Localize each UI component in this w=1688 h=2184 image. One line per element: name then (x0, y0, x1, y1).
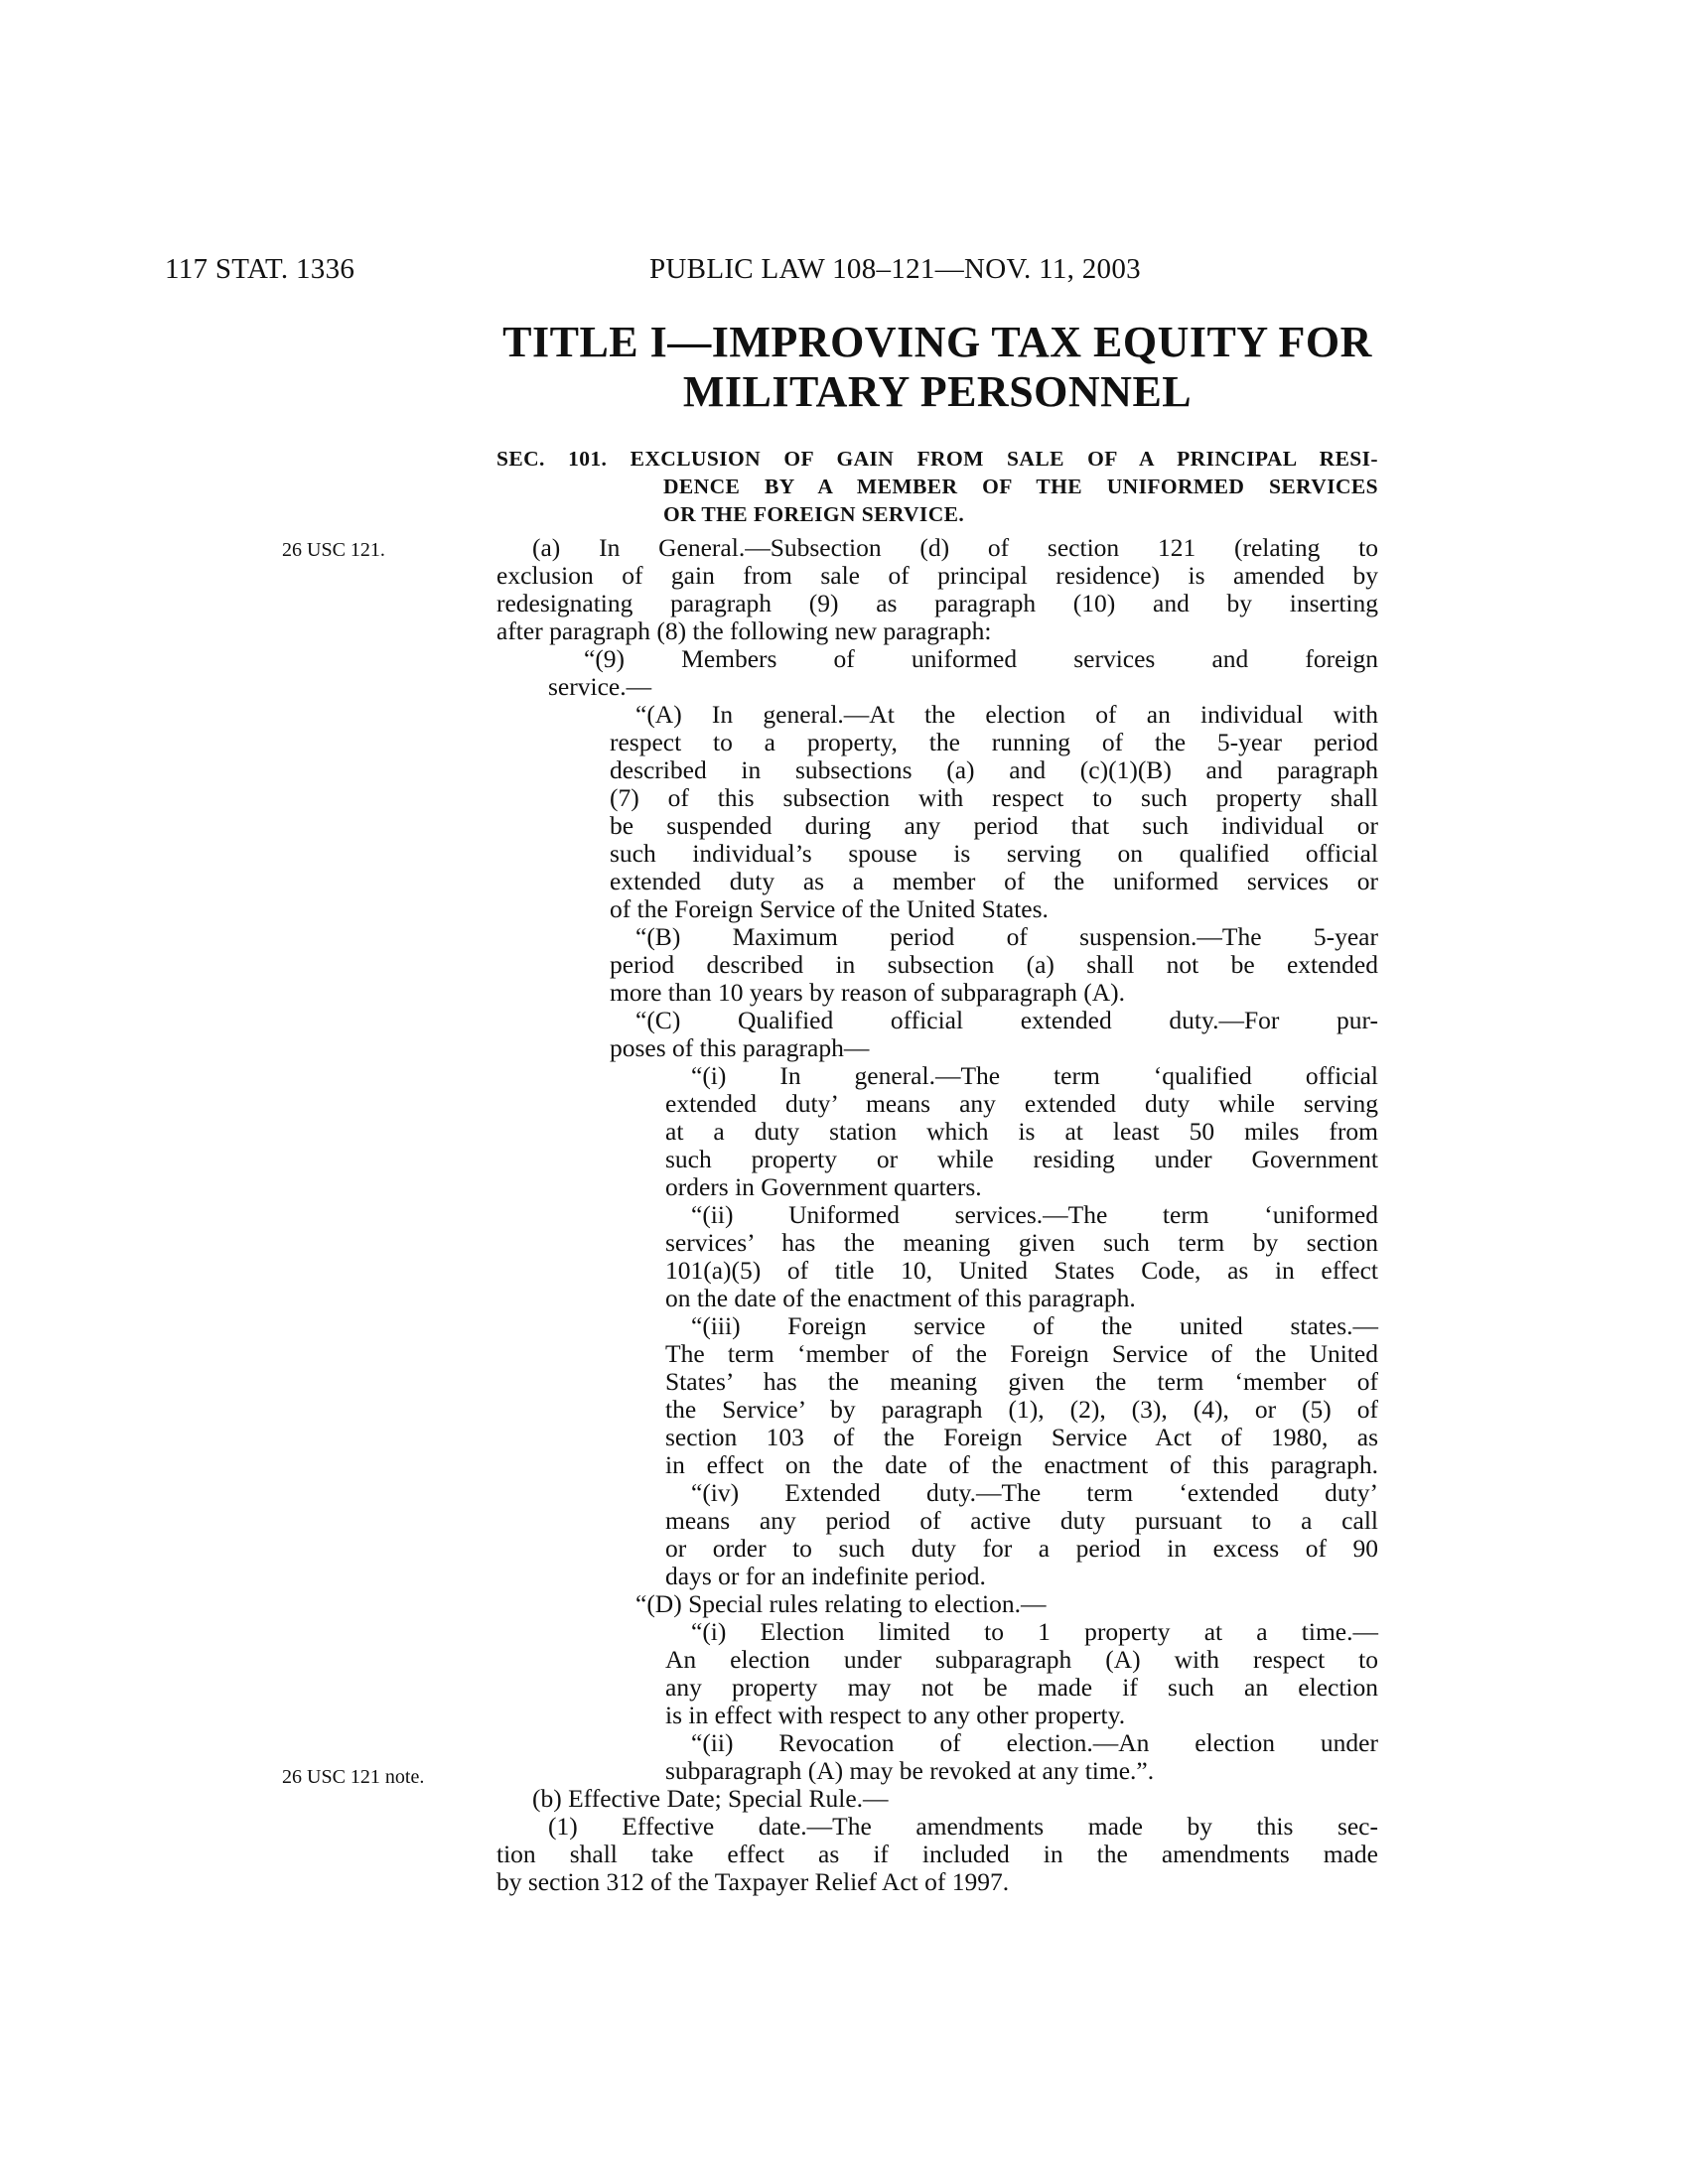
text-line: such individual’s spouse is serving on qualified official (610, 839, 1378, 868)
text-line: An election under subparagraph (A) with respect to (665, 1645, 1378, 1674)
title-line-1: TITLE I—IMPROVING TAX EQUITY FOR (502, 318, 1372, 366)
text-line: is in effect with respect to any other property. (665, 1701, 1126, 1729)
text-line: extended duty as a member of the uniformed services or (610, 867, 1378, 895)
running-header: PUBLIC LAW 108–121—NOV. 11, 2003 (649, 253, 1141, 285)
text-line: (b) Effective Date; Special Rule.— (532, 1784, 889, 1813)
title-heading (496, 318, 1378, 417)
text-line: (7) of this subsection with respect to such property shall (610, 783, 1378, 812)
text-line: 101(a)(5) of title 10, United States Code, as in effect (665, 1256, 1378, 1285)
text-line: “(C) Qualified official extended duty.—For pur- (635, 1006, 1378, 1034)
text-line: section 103 of the Foreign Service Act of 1980, as (665, 1423, 1378, 1451)
text-line: States’ has the meaning given the term ‘member of (665, 1367, 1378, 1396)
text-line: (a) In General.—Subsection (d) of section 121 (relating to (532, 533, 1378, 562)
text-line: “(iv) Extended duty.—The term ‘extended duty’ (691, 1478, 1378, 1507)
text-line: “(ii) Uniformed services.—The term ‘uniformed (691, 1200, 1378, 1229)
text-line: on the date of the enactment of this paragraph. (665, 1284, 1136, 1312)
text-line: “(B) Maximum period of suspension.—The 5-year (635, 922, 1378, 951)
text-line: exclusion of gain from sale of principal residence) is amended by (496, 561, 1378, 590)
title-line-2: MILITARY PERSONNEL (682, 367, 1193, 416)
text-line: tion shall take effect as if included in the amendments made (496, 1840, 1378, 1868)
text-line: “(9) Members of uniformed services and foreign (584, 644, 1378, 673)
text-line: after paragraph (8) the following new paragraph: (496, 616, 992, 645)
text-line: any property may not be made if such an election (665, 1673, 1378, 1702)
text-line: “(i) Election limited to 1 property at a time.— (691, 1617, 1378, 1646)
text-line: period described in subsection (a) shall not be extended (610, 950, 1378, 979)
text-line: by section 312 of the Taxpayer Relief Act of 1997. (496, 1867, 1010, 1896)
text-line: redesignating paragraph (9) as paragraph (10) and by inserting (496, 589, 1378, 617)
section-heading-line-2: DENCE BY A MEMBER OF THE UNIFORMED SERVICES (663, 475, 1378, 498)
page-reference: 117 STAT. 1336 (165, 253, 355, 285)
margin-note-usc-121: 26 USC 121. (282, 539, 385, 561)
text-line: The term ‘member of the Foreign Service of the United (665, 1339, 1378, 1368)
text-line: extended duty’ means any extended duty while serving (665, 1089, 1378, 1118)
text-line: or order to such duty for a period in excess of 90 (665, 1534, 1378, 1563)
text-line: (1) Effective date.—The amendments made by this sec- (548, 1812, 1378, 1841)
text-line: “(iii) Foreign service of the united states.— (691, 1311, 1378, 1340)
text-line: be suspended during any period that such individual or (610, 811, 1378, 840)
section-heading-line-3: OR THE FOREIGN SERVICE. (663, 502, 965, 526)
text-line: poses of this paragraph— (610, 1033, 870, 1062)
text-line: days or for an indefinite period. (665, 1562, 986, 1590)
text-line: “(ii) Revocation of election.—An election under (691, 1728, 1378, 1757)
text-line: means any period of active duty pursuant to a call (665, 1506, 1378, 1535)
section-heading (496, 445, 1378, 528)
text-line: “(D) Special rules relating to election.— (635, 1589, 1047, 1618)
text-line: of the Foreign Service of the United States. (610, 894, 1049, 923)
section-heading-line-1: SEC. 101. EXCLUSION OF GAIN FROM SALE OF A PRINCIPAL RESI- (496, 447, 1378, 471)
text-line: service.— (548, 672, 652, 701)
text-line: services’ has the meaning given such term by section (665, 1228, 1378, 1257)
text-line: respect to a property, the running of the 5-year period (610, 728, 1378, 756)
text-line: orders in Government quarters. (665, 1172, 982, 1201)
text-line: the Service’ by paragraph (1), (2), (3), (4), or (5) of (665, 1395, 1378, 1424)
text-line: subparagraph (A) may be revoked at any time.”. (665, 1756, 1155, 1785)
text-line: “(i) In general.—The term ‘qualified official (691, 1061, 1378, 1090)
text-line: such property or while residing under Government (665, 1145, 1378, 1173)
text-line: in effect on the date of the enactment of this paragraph. (665, 1450, 1378, 1479)
text-line: more than 10 years by reason of subparagraph (A). (610, 978, 1126, 1007)
text-line: “(A) In general.—At the election of an individual with (635, 700, 1378, 729)
text-line: at a duty station which is at least 50 miles from (665, 1117, 1378, 1146)
text-line: described in subsections (a) and (c)(1)(B) and paragraph (610, 755, 1378, 784)
margin-note-usc-121-note: 26 USC 121 note. (282, 1766, 425, 1788)
